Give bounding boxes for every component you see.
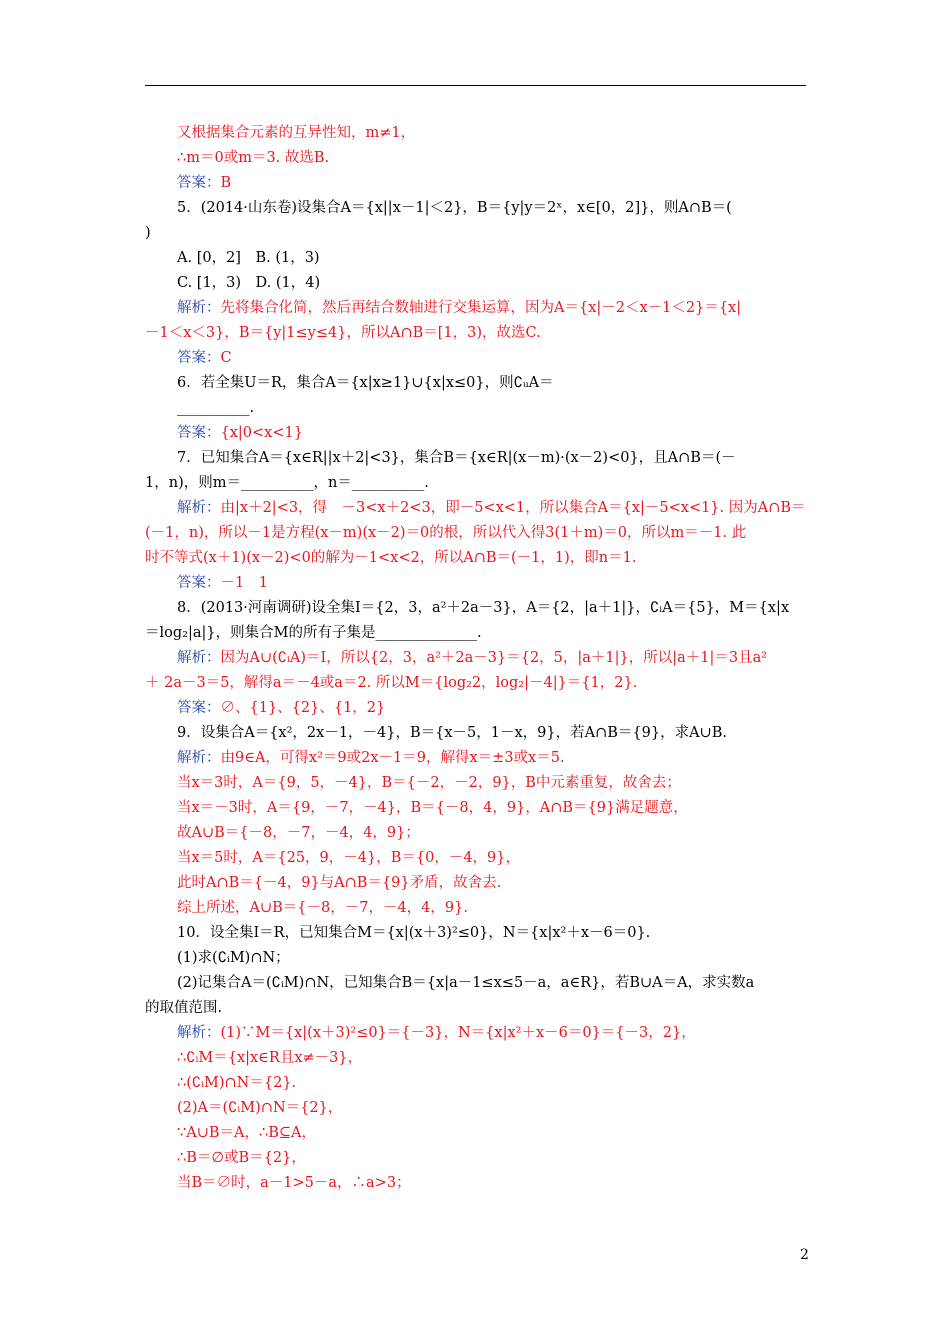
- answer-line: [177, 573, 268, 593]
- question-line: 10．设全集I＝R，已知集合M＝{x|(x＋3)²≤0}，N＝{x|x²＋x－6＝0}.: [177, 925, 651, 941]
- analysis-line: ∵A∪B＝A，∴B⊆A，: [177, 1125, 316, 1141]
- answer-label: 答案：: [177, 575, 221, 591]
- question-line: (1)求(∁ᵢM)∩N；: [177, 950, 290, 966]
- analysis-label: 解析：: [177, 1025, 221, 1041]
- analysis-line: 当x＝5时，A＝{25，9，－4}，B＝{0，－4，9}，: [177, 850, 521, 866]
- answer-label: 答案：: [177, 425, 221, 441]
- answer-label: 答案：: [177, 700, 221, 716]
- question-line: 5．(2014·山东卷)设集合A＝{x||x－1|＜2}，B＝{y|y＝2ˣ，x∈[0，2]}，则A∩B＝(: [177, 200, 732, 216]
- answer-label: 答案：: [177, 350, 221, 366]
- answer-value: ∅、{1}、{2}、{1，2}: [220, 700, 386, 716]
- analysis-line: ∴∁ᵢM＝{x|x∈R且x≠－3}，: [177, 1050, 363, 1066]
- answer-value: －1 1: [220, 575, 268, 591]
- question-line: ): [145, 225, 151, 241]
- answer-value: {x|0<x<1}: [220, 425, 303, 441]
- analysis-line: 解析：(1)∵M＝{x|(x＋3)²≤0}＝{－3}，N＝{x|x²＋x－6＝0}＝{－3，2}，: [177, 1025, 696, 1041]
- header-rule: [145, 85, 806, 86]
- analysis-label: 解析：: [177, 750, 221, 766]
- question-line: ＝log₂|a|}，则集合M的所有子集是______________.: [145, 625, 482, 641]
- question-line: 8．(2013·河南调研)设全集I＝{2，3，a²＋2a－3}，A＝{2，|a＋1|}，∁ᵢA＝{5}，M＝{x|x: [177, 600, 790, 616]
- analysis-line: 解析：因为A∪(∁ᵢA)＝I，所以{2，3，a²＋2a－3}＝{2，5，|a＋1|}，所以|a＋1|＝3且a²: [177, 650, 768, 666]
- page-number: 2: [800, 1247, 809, 1263]
- analysis-label: 解析：: [177, 650, 221, 666]
- question-line: __________.: [177, 400, 255, 416]
- text-line: 又根据集合元素的互异性知，m≠1，: [177, 125, 416, 141]
- analysis-line: (－1，n)，所以－1是方程(x－m)(x－2)＝0的根，所以代入得3(1＋m)＝0，所以m＝－1. 此: [145, 525, 747, 541]
- analysis-line: 综上所述，A∪B＝{－8，－7，－4，4，9}.: [177, 900, 468, 916]
- answer-line: [177, 698, 385, 718]
- analysis-line: 故A∪B＝{－8，－7，－4，4，9}；: [177, 825, 420, 841]
- analysis-label: 解析：: [177, 300, 221, 316]
- analysis-line: 当x＝3时，A＝{9，5，－4}，B＝{－2，－2，9}，B中元素重复，故舍去；: [177, 775, 681, 791]
- answer-label: 答案：: [177, 175, 221, 191]
- analysis-line: 时不等式(x＋1)(x－2)<0的解为－1<x<2，所以A∩B＝(－1，1)，即n＝1.: [145, 550, 637, 566]
- analysis-line: ＋ 2a－3＝5，解得a＝－4或a＝2. 所以M＝{log₂2，log₂|－4|}＝{1，2}.: [145, 675, 638, 691]
- option-line: A. [0，2] B. (1，3): [177, 250, 320, 266]
- text-line: ∴m＝0或m＝3. 故选B.: [177, 150, 330, 166]
- question-line: (2)记集合A＝(∁ᵢM)∩N，已知集合B＝{x|a－1≤x≤5－a，a∈R}，若B∪A＝A，求实数a: [177, 975, 755, 991]
- analysis-line: 此时A∩B＝{－4，9}与A∩B＝{9}矛盾，故舍去.: [177, 875, 502, 891]
- question-line: 的取值范围.: [145, 1000, 223, 1016]
- analysis-line: 解析：由9∈A，可得x²＝9或2x－1＝9，解得x＝±3或x＝5.: [177, 750, 565, 766]
- answer-line: [177, 423, 303, 443]
- question-line: 7．已知集合A＝{x∈R||x＋2|<3}，集合B＝{x∈R|(x－m)·(x－2)<0}，且A∩B＝(－: [177, 450, 736, 466]
- answer-value: C: [220, 350, 232, 366]
- analysis-line: (2)A＝(∁ᵢM)∩N＝{2}，: [177, 1100, 343, 1116]
- question-line: 9．设集合A＝{x²，2x－1，－4}，B＝{x－5，1－x，9}，若A∩B＝{9}，求A∪B.: [177, 725, 727, 741]
- question-line: 6．若全集U＝R，集合A＝{x|x≥1}∪{x|x≤0}，则∁ᵤA＝: [177, 375, 554, 391]
- answer-line: [177, 348, 232, 368]
- option-line: C. [1，3) D. (1，4): [177, 275, 321, 291]
- analysis-line: －1＜x＜3}，B＝{y|1≤y≤4}，所以A∩B＝[1，3)，故选C.: [145, 325, 541, 341]
- analysis-label: 解析：: [177, 500, 221, 516]
- analysis-line: ∴B＝∅或B＝{2}，: [177, 1150, 306, 1166]
- analysis-line: ∴(∁ᵢM)∩N＝{2}.: [177, 1075, 297, 1091]
- answer-value: B: [220, 175, 232, 191]
- answer-line: [177, 173, 231, 193]
- analysis-line: 当x＝－3时，A＝{9，－7，－4}，B＝{－8，4，9}，A∩B＝{9}满足题意，: [177, 800, 688, 816]
- analysis-line: 当B＝∅时，a－1>5－a，∴a>3；: [177, 1175, 411, 1191]
- question-line: 1，n)，则m＝__________，n＝__________.: [145, 475, 429, 491]
- analysis-line: 解析：先将集合化简，然后再结合数轴进行交集运算，因为A＝{x|－2＜x－1＜2}＝{x|: [177, 300, 742, 316]
- analysis-line: 解析：由|x＋2|<3，得 －3<x＋2<3，即－5<x<1，所以集合A＝{x|－5<x<1}. 因为A∩B＝: [177, 500, 806, 516]
